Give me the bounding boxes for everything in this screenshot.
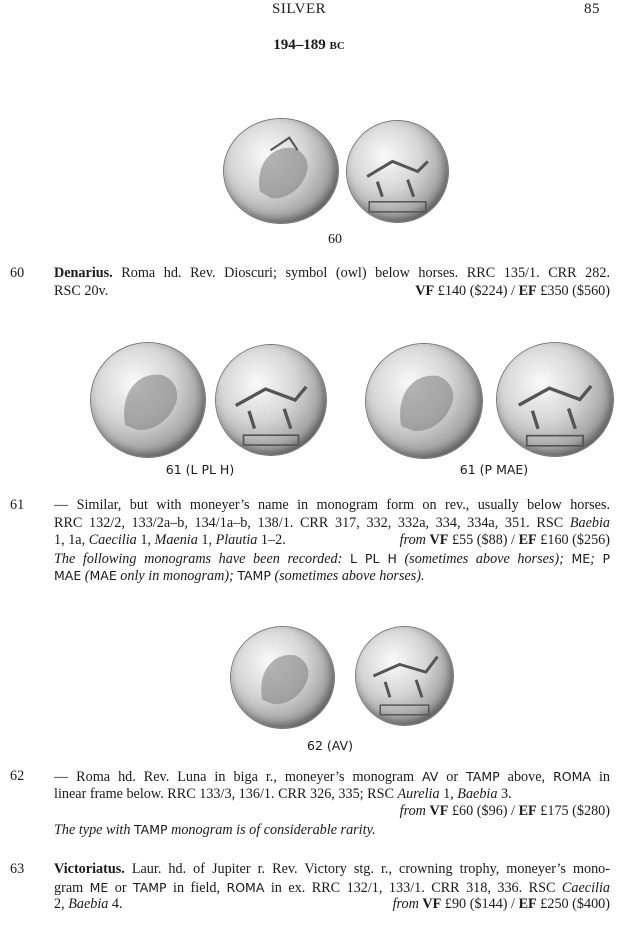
- date-range-era: BC: [329, 40, 345, 52]
- entry-62-line-2: linear frame below. RRC 133/3, 136/1. CRR 326, 335; RSC Aurelia 1, Baebia 3.: [54, 785, 512, 802]
- coin-61a-obverse-image: [91, 343, 205, 457]
- entry-number: 63: [10, 861, 25, 877]
- entry-61-line-1: — Similar, but with moneyer’s name in monogram form on rev., usually below horses.: [54, 497, 610, 513]
- catalog-entry-61: [10, 497, 610, 587]
- entry-61-line-2: RRC 132/2, 133/2a–b, 134/1a–b, 138/1. CRR 317, 332, 332a, 334, 334a, 351. RSC Baebia: [54, 514, 610, 531]
- date-range-heading: [0, 37, 618, 54]
- entry-60-line-2: RSC 20v. VF £140 ($224) / EF £350 ($560): [54, 282, 610, 299]
- price-range: from VF £90 ($144) / EF £250 ($400): [392, 896, 610, 912]
- coin-61b-reverse-image: [497, 343, 613, 456]
- entry-63-line-3: 2, Baebia 4. from VF £90 ($144) / EF £250 ($400): [54, 896, 610, 912]
- caption-60: 60: [328, 232, 342, 247]
- caption-62: 62 (AV): [307, 738, 353, 753]
- entry-61-note-line-1: The following monograms have been recorded: L PL H (sometimes above horses); ME; P: [54, 550, 611, 567]
- caption-61a: 61 (L PL H): [165, 462, 235, 477]
- coin-62-reverse-image: [356, 627, 453, 725]
- entry-62-note: The type with TAMP monogram is of considerable rarity.: [54, 821, 376, 838]
- running-header-section: SILVER: [272, 1, 327, 17]
- coin-61a-reverse-image: [216, 345, 326, 455]
- coin-61b-obverse-image: [366, 344, 482, 458]
- entry-number: 61: [10, 497, 25, 513]
- price-range: from VF £60 ($96) / EF £175 ($280): [399, 803, 610, 819]
- denomination-label: Denarius.: [54, 265, 113, 281]
- entry-60-line-1: Denarius. Roma hd. Rev. Dioscuri; symbol (owl) below horses. RRC 135/1. CRR 282.: [54, 265, 610, 281]
- entry-number: 62: [10, 768, 25, 784]
- entry-63-line-2: gram ME or TAMP in field, ROMA in ex. RRC 132/1, 133/1. CRR 318, 336. RSC Caecilia: [54, 879, 610, 896]
- entry-number: 60: [10, 265, 25, 281]
- entry-63-line-1: Victoriatus. Laur. hd. of Jupiter r. Rev. Victory stg. r., crowning trophy, moneyer’s mono-: [54, 861, 610, 877]
- catalog-entry-62: [10, 768, 610, 840]
- entry-61-note-line-2: MAE (MAE only in monogram); TAMP (sometimes above horses).: [54, 568, 425, 584]
- coin-60-reverse-image: [347, 121, 448, 222]
- denomination-label: Victoriatus.: [54, 861, 125, 877]
- entry-61-line-3: 1, 1a, Caecilia 1, Maenia 1, Plautia 1–2. from VF £55 ($88) / EF £160 ($256): [54, 532, 610, 548]
- catalog-entry-60: [10, 265, 610, 301]
- price-range: VF £140 ($224) / EF £350 ($560): [415, 282, 610, 299]
- coin-60-obverse-image: [224, 119, 338, 223]
- page-number: 85: [584, 1, 600, 17]
- catalog-entry-63: [10, 861, 610, 915]
- date-range-years: 194–189: [273, 37, 326, 53]
- caption-61b: 61 (P MAE): [459, 462, 529, 477]
- price-range: from VF £55 ($88) / EF £160 ($256): [399, 532, 610, 548]
- entry-62-line-1: — Roma hd. Rev. Luna in biga r., moneyer’s monogram AV or TAMP above, ROMA in: [54, 769, 610, 785]
- coin-62-obverse-image: [231, 627, 334, 728]
